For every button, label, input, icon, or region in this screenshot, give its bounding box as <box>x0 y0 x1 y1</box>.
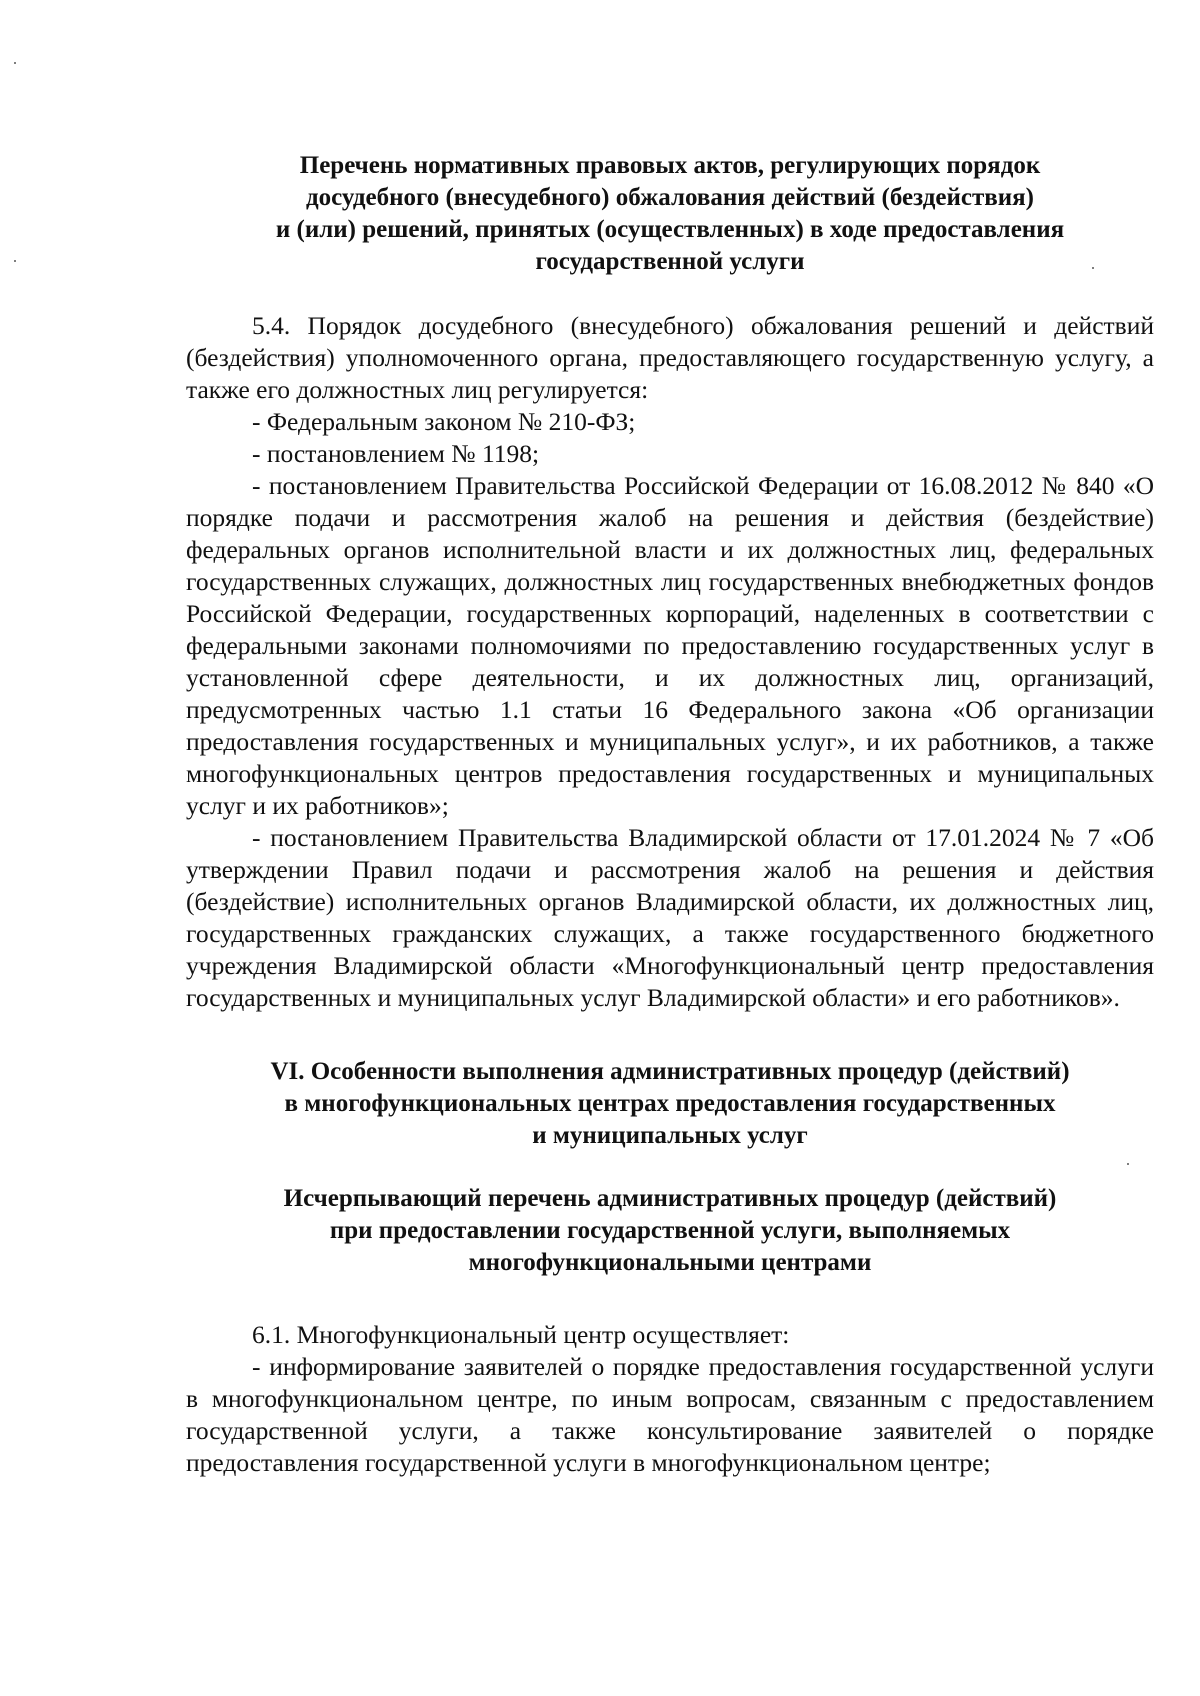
list-item-federal-law: - Федеральным законом № 210-ФЗ; <box>252 407 636 436</box>
heading-line: при предоставлении государственной услуги, выполняемых <box>329 1217 1011 1244</box>
heading-line: и муниципальных услуг <box>532 1122 808 1149</box>
document-body <box>186 150 1154 1479</box>
scan-speck <box>14 62 16 64</box>
paragraph-6-1: 6.1. Многофункциональный центр осуществляет: <box>252 1320 790 1349</box>
heading-line: Исчерпывающий перечень административных процедур (действий) <box>283 1185 1057 1212</box>
heading-line: в многофункциональных центрах предоставления государственных <box>284 1090 1056 1117</box>
heading-procedures-list <box>186 1183 1154 1279</box>
heading-line: государственной услуги <box>535 248 805 275</box>
heading-line: VI. Особенности выполнения административных процедур (действий) <box>270 1058 1070 1085</box>
heading-section-vi <box>186 1056 1154 1152</box>
heading-line: и (или) решений, принятых (осуществленных) в ходе предоставления <box>275 216 1065 243</box>
list-item-resolution-1198: - постановлением № 1198; <box>252 439 540 468</box>
paragraph-5-4: 5.4. Порядок досудебного (внесудебного) обжалования решений и действий (бездействия) уполномоченного органа, предоставляющего государственную услугу, а также его должностных лиц регулируется: <box>186 311 1154 404</box>
heading-regulatory-acts-list <box>186 150 1154 278</box>
heading-line: многофункциональными центрами <box>468 1249 872 1276</box>
list-item-vladimir-resolution-7: - постановлением Правительства Владимирской области от 17.01.2024 № 7 «Об утверждении Правил подачи и рассмотрения жалоб на решения и действия (бездействие) исполнительных органов Владимирской области, их должностных лиц, государственных гражданских служащих, а также государственного бюджетного учреждения Владимирской области «Многофункциональный центр предоставления государственных и муниципальных услуг Владимирской области» и его работников». <box>186 823 1154 1012</box>
list-item-resolution-840: - постановлением Правительства Российской Федерации от 16.08.2012 № 840 «О порядке подачи и рассмотрения жалоб на решения и действия (бездействие) федеральных органов исполнительной власти и их должностных лиц, федеральных государственных служащих, должностных лиц государственных внебюджетных фондов Российской Федерации, государственных корпораций, наделенных в соответствии с федеральными законами полномочиями по предоставлению государственных услуг в установленной сфере деятельности, и их должностных лиц, организаций, предусмотренных частью 1.1 статьи 16 Федерального закона «Об организации предоставления государственных и муниципальных услуг», и их работников, а также многофункциональных центров предоставления государственных и муниципальных услуг и их работников»; <box>186 471 1154 820</box>
list-item-informing: - информирование заявителей о порядке предоставления государственной услуги в многофункциональном центре, по иным вопросам, связанным с предоставлением государственной услуги, а также консультирование заявителей о порядке предоставления государственной услуги в многофункциональном центре; <box>186 1352 1154 1477</box>
heading-line: досудебного (внесудебного) обжалования действий (бездействия) <box>305 184 1034 211</box>
scan-speck <box>14 260 16 262</box>
heading-line: Перечень нормативных правовых актов, регулирующих порядок <box>299 152 1041 179</box>
